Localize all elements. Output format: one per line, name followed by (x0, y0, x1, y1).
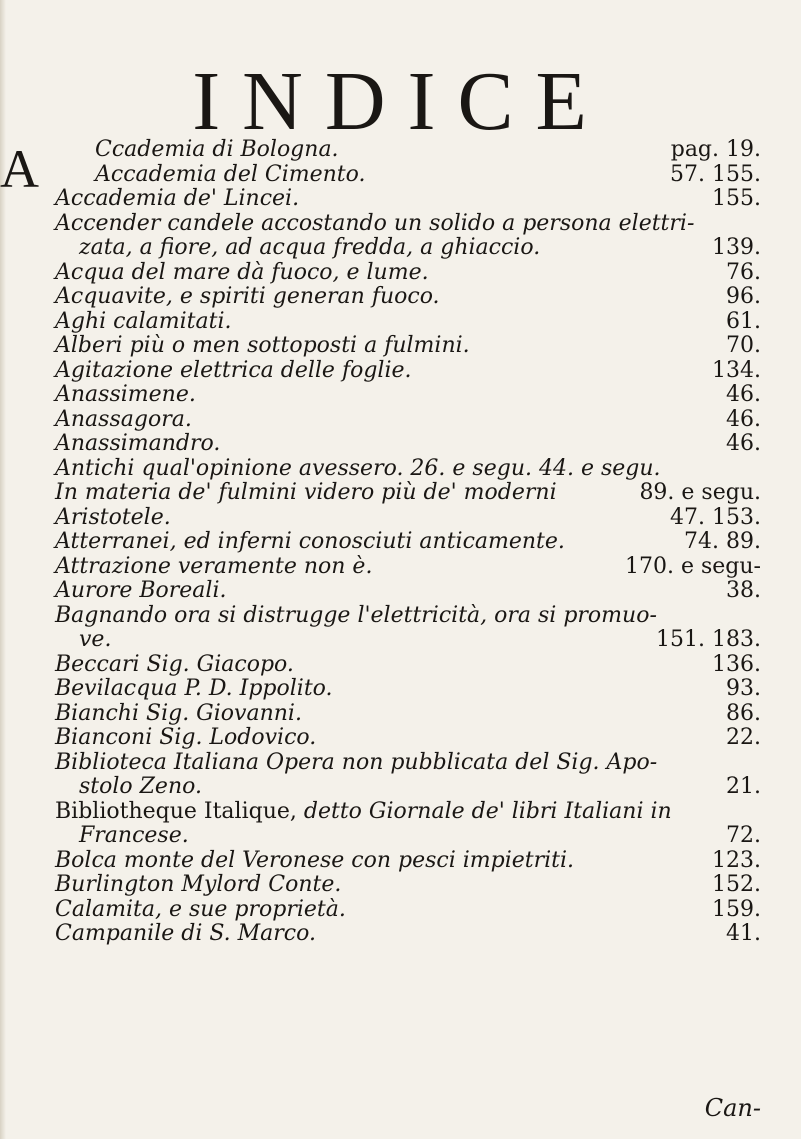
index-entry (55, 702, 761, 727)
entry-text (55, 800, 672, 825)
entry-text: Atterranei, ed inferni conosciuti anticamente. (55, 529, 565, 554)
catchword: Can- (704, 1094, 761, 1122)
index-entry (55, 873, 761, 898)
entry-pages: 170. e segu- (625, 553, 761, 579)
index-entry (55, 530, 761, 555)
entry-pages: 139. (712, 235, 761, 260)
entry-text: Bagnando ora si distrugge l'elettricità, ora si promuo- (55, 602, 657, 628)
entry-text: Bianchi Sig. Giovanni. (55, 700, 302, 726)
entry-pages: pag. 19. (670, 137, 761, 162)
entry-pages: 46. (726, 382, 761, 407)
entry-pages: 21. (726, 774, 761, 799)
index-entry (55, 555, 761, 580)
index-entry (55, 922, 761, 947)
index-entry (55, 432, 761, 457)
entry-pages: 155. (712, 186, 761, 211)
index-entry (55, 604, 761, 629)
entry-pages: 152. (712, 872, 761, 897)
entry-text: Alberi più o men sottoposti a fulmini. (55, 333, 470, 358)
index-entry (55, 334, 761, 359)
drop-cap: A (0, 139, 39, 199)
entry-pages: 96. (726, 284, 761, 309)
entry-pages: 76. (726, 259, 761, 285)
index-entry (55, 653, 761, 678)
entry-text: Aghi calamitati. (55, 308, 232, 334)
index-entry (55, 138, 761, 163)
entry-text: Accender candele accostando un solido a persona elettri- (55, 210, 695, 236)
entry-text: Bianconi Sig. Lodovico. (55, 725, 317, 750)
entry-pages: 57. 155. (670, 161, 761, 187)
entry-text: Acqua del mare dà fuoco, e lume. (55, 259, 429, 285)
entry-pages: 159. (712, 896, 761, 922)
index-entry (55, 579, 761, 604)
entry-pages: 70. (726, 333, 761, 358)
entry-text: Campanile di S. Marco. (55, 921, 316, 946)
entry-pages: 93. (726, 676, 761, 701)
index-entry (55, 481, 761, 506)
entry-pages: 123. (712, 847, 761, 873)
index-entry (55, 310, 761, 335)
entry-pages: 22. (726, 725, 761, 750)
entry-pages: 38. (726, 578, 761, 603)
index-entry (55, 849, 761, 874)
entry-text: stolo Zeno. (79, 774, 202, 799)
page-title: INDICE (192, 55, 609, 148)
entry-pages: 41. (726, 921, 761, 946)
entry-pages: 151. 183. (656, 627, 761, 652)
entry-pages: 46. (726, 431, 761, 456)
index-entry (55, 408, 761, 433)
entry-text-roman: Bibliotheque Italique, (55, 798, 297, 824)
entry-text: Acquavite, e spiriti generan fuoco. (55, 284, 440, 309)
entry-pages: 74. 89. (684, 529, 761, 554)
index-entry (55, 285, 761, 310)
entry-text: Antichi qual'opinione avessero. 26. e segu. 44. e segu. (55, 455, 661, 481)
index-entry (55, 824, 761, 849)
entry-text: In materia de' fulmini videro più de' moderni (55, 480, 557, 505)
entry-text: zata, a fiore, ad acqua fredda, a ghiaccio. (79, 235, 541, 260)
index-list (55, 138, 761, 947)
entry-pages: 47. 153. (670, 504, 761, 530)
index-entry (55, 163, 761, 188)
entry-pages: 46. (726, 406, 761, 432)
entry-text: Calamita, e sue proprietà. (55, 896, 346, 922)
index-entry (55, 898, 761, 923)
entry-text: Francese. (79, 823, 189, 848)
index-entry (55, 236, 761, 261)
index-entry (55, 457, 761, 482)
index-entry (55, 800, 761, 825)
index-entry (55, 212, 761, 237)
entry-text: Anassimene. (55, 382, 196, 407)
entry-text: ve. (79, 627, 112, 652)
entry-text: Bolca monte del Veronese con pesci impietriti. (55, 847, 575, 873)
index-entry (55, 359, 761, 384)
entry-text: Attrazione veramente non è. (55, 553, 373, 579)
entry-text: Biblioteca Italiana Opera non pubblicata del Sig. Apo- (55, 749, 658, 775)
entry-pages: 61. (726, 308, 761, 334)
entry-text: Beccari Sig. Giacopo. (55, 651, 294, 677)
index-entry (55, 751, 761, 776)
index-entry (55, 383, 761, 408)
index-entry (55, 187, 761, 212)
entry-text: Burlington Mylord Conte. (55, 872, 342, 897)
index-entry (55, 261, 761, 286)
entry-pages: 72. (726, 823, 761, 848)
entry-text: Accademia del Cimento. (95, 161, 366, 187)
entry-text: Aristotele. (55, 504, 171, 530)
index-entry (55, 726, 761, 751)
index-entry (55, 775, 761, 800)
index-entry (55, 628, 761, 653)
entry-pages: 136. (712, 651, 761, 677)
entry-text: Agitazione elettrica delle foglie. (55, 357, 412, 383)
entry-text: Ccademia di Bologna. (95, 137, 339, 162)
entry-pages: 134. (712, 357, 761, 383)
entry-text: Accademia de' Lincei. (55, 186, 300, 211)
entry-pages: 86. (726, 700, 761, 726)
index-entry (55, 677, 761, 702)
index-entry (55, 506, 761, 531)
entry-text: Aurore Boreali. (55, 578, 227, 603)
entry-text-italic: detto Giornale de' libri Italiani in (296, 798, 672, 824)
entry-text: Anassimandro. (55, 431, 221, 456)
entry-pages: 89. e segu. (639, 480, 761, 505)
entry-text: Bevilacqua P. D. Ippolito. (55, 676, 333, 701)
entry-text: Anassagora. (55, 406, 192, 432)
